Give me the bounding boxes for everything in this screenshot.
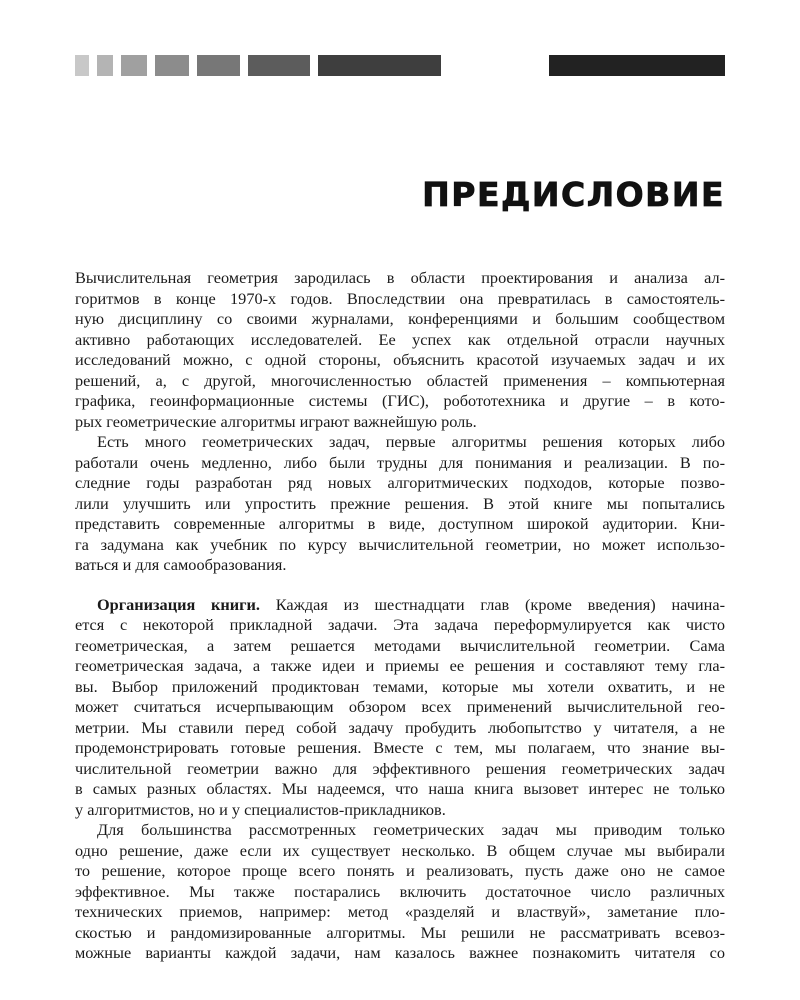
text-line: геометрическая, а затем решается методами вычислительной геометрии. Сама [75,635,725,655]
text-line: вы. Выбор приложений продиктован темами, которые мы хотели охватить, и не [75,676,725,696]
text-line: то решение, которое проще всего понять и реализовать, пусть даже оно не самое [75,861,725,880]
text-line: следние годы разработан ряд новых алгоритмических подходов, которые позво- [75,473,725,492]
header-bar-segment [121,55,147,76]
chapter-title: ПРЕДИСЛОВИЕ [422,175,725,214]
text-line: рых геометрические алгоритмы играют важнейшую роль. [75,411,477,431]
text-line: одно решение, даже если их существует несколько. В общем случае мы выбирали [75,840,725,860]
header-bar-segment [197,55,240,76]
text-line: геометрическая задача, а также идеи и приемы ее решения и составляют тему гла- [75,656,725,675]
chapter-body [75,268,725,964]
header-bar-segment [97,55,113,76]
text-line: работали очень медленно, либо были трудны для понимания и реализации. В по- [75,452,725,472]
paragraph [75,432,725,576]
header-bar-segment [155,55,189,76]
text-line: Вычислительная геометрия зародилась в области проектирования и анализа ал- [75,268,725,287]
paragraph [75,595,725,821]
header-bar-segment [318,55,441,76]
paragraph [75,268,725,432]
text-line: технических приемов, например: метод «разделяй и властвуй», заметание пло- [75,902,725,921]
text-line [75,595,725,616]
text-line: эффективное. Мы также постарались включить достаточное число различных [75,881,725,901]
text-line: представить современные алгоритмы в виде, доступном широкой аудитории. Кни- [75,514,725,533]
text-line: в самых разных областях. Мы надеемся, что наша книга вызовет интерес не только [75,779,725,798]
text-line: ваться и для самообразования. [75,555,287,574]
text-line: ется с некоторой прикладной задачи. Эта задача переформулируется как чисто [75,615,725,634]
text-line: активно работающих исследователей. Ее успех как отдельной отрасли научных [75,329,725,349]
paragraph [75,820,725,964]
text-run: Каждая из шестнадцати глав (кроме введения) начина- [260,594,726,614]
text-line: горитмов в конце 1970-х годов. Впоследствии она превратилась в самостоятель- [75,288,725,308]
text-line: исследований можно, с одной стороны, объяснить красотой изучаемых задач и их [75,350,725,369]
text-line: графика, геоинформационные системы (ГИС), робототехника и другие – в кото- [75,391,725,410]
text-line: решений, а, с другой, многочисленностью областей применения – компьютерная [75,370,725,390]
header-bar-segment [549,55,725,76]
text-line: может считаться исчерпывающим обзором всех применений вычислительной гео- [75,697,725,716]
text-line: метрии. Мы ставили перед собой задачу пробудить любопытство у читателя, а не [75,717,725,737]
text-line: у алгоритмистов, но и у специалистов-прикладников. [75,799,446,819]
header-bar-segment [75,55,89,76]
chapter-header-bar [75,55,725,76]
text-line: продемонстрировать готовые решения. Вместе с тем, мы полагаем, что знание вы- [75,738,725,757]
text-line: Есть много геометрических задач, первые алгоритмы решения которых либо [97,432,725,451]
text-line: Для большинства рассмотренных геометрических задач мы приводим только [97,820,725,839]
header-bar-segment [248,55,310,76]
text-line: га задумана как учебник по курсу вычислительной геометрии, но может использо- [75,534,725,554]
text-line: ную дисциплину со своими журналами, конференциями и большим сообществом [75,309,725,328]
text-line: лили улучшить или упростить прежние решения. В этой книге мы попытались [75,493,725,513]
text-line: скостью и рандомизированные алгоритмы. Мы решили не рассматривать всевоз- [75,922,725,942]
text-line: числительной геометрии важно для эффективного решения геометрических задач [75,758,725,778]
section-heading: Организация книги. [97,594,261,614]
text-line: можные варианты каждой задачи, нам казалось важнее познакомить читателя со [75,943,725,962]
